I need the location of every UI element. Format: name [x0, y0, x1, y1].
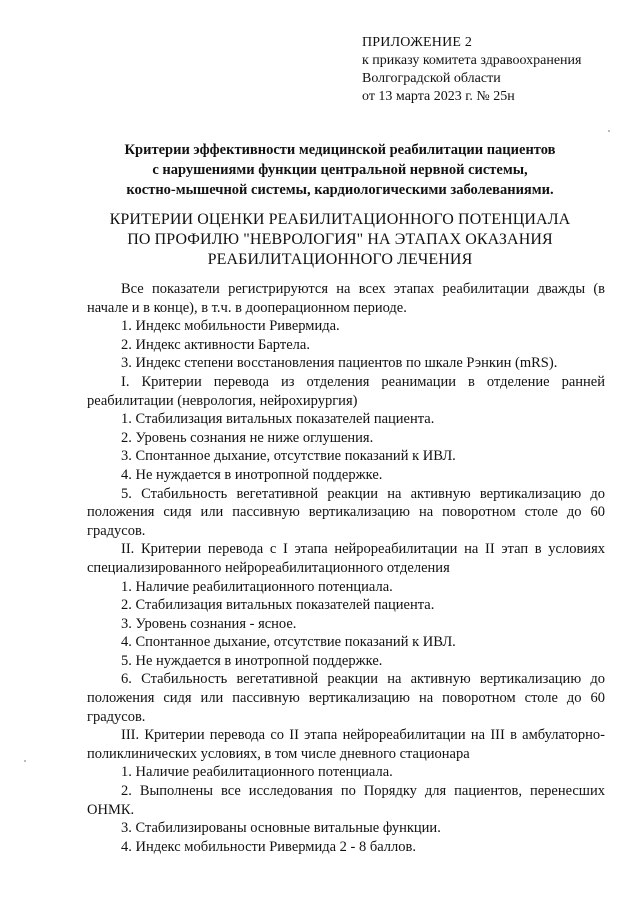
- appendix-header: [362, 34, 581, 106]
- section-2-item: 6. Стабильность вегетативной реакции на активную вертикализацию до положения сидя или пассивную вертикализацию на поворотном столе до 60 градусов.: [87, 671, 605, 725]
- index-item: 3. Индекс степени восстановления пациентов по шкале Рэнкин (mRS).: [121, 355, 558, 372]
- title-line: костно-мышечной системы, кардиологическими заболеваниями.: [126, 182, 554, 198]
- section-2-item: 2. Стабилизация витальных показателей пациента.: [121, 597, 435, 614]
- section-2-heading: II. Критерии перевода с I этапа нейрореабилитации на II этап в условиях специализированного нейрореабилитационного отделения: [87, 541, 605, 576]
- appendix-order-ref: к приказу комитета здравоохранения: [362, 53, 582, 68]
- title-line: Критерии эффективности медицинской реабилитации пациентов: [124, 142, 556, 158]
- title-line: с нарушениями функции центральной нервной системы,: [152, 162, 528, 178]
- section-3-item: 3. Стабилизированы основные витальные функции.: [121, 820, 441, 837]
- intro-paragraph: Все показатели регистрируются на всех этапах реабилитации дважды (в начале и в конце), в т.ч. в дооперационном периоде.: [87, 281, 605, 316]
- document-title: [70, 140, 610, 200]
- scan-artifact: [24, 760, 26, 762]
- section-2-item: 1. Наличие реабилитационного потенциала.: [121, 578, 393, 595]
- appendix-date: от 13 марта 2023 г. № 25н: [362, 89, 515, 104]
- subtitle-line: КРИТЕРИИ ОЦЕНКИ РЕАБИЛИТАЦИОННОГО ПОТЕНЦИАЛА: [109, 211, 571, 228]
- appendix-region: Волгоградской области: [362, 71, 501, 86]
- section-3-item: 4. Индекс мобильности Ривермида 2 - 8 баллов.: [121, 838, 416, 855]
- section-1-heading: I. Критерии перевода из отделения реанимации в отделение ранней реабилитации (неврология, нейрохирургия): [87, 373, 605, 409]
- section-1-item: 4. Не нуждается в инотропной поддержке.: [121, 466, 383, 483]
- section-1-item: 1. Стабилизация витальных показателей пациента.: [121, 411, 435, 428]
- appendix-number: ПРИЛОЖЕНИЕ 2: [362, 35, 473, 50]
- section-3-item: 2. Выполнены все исследования по Порядку для пациентов, перенесших ОНМК.: [87, 783, 605, 818]
- section-1-item: 2. Уровень сознания не ниже оглушения.: [121, 429, 374, 446]
- section-1-item: 5. Стабильность вегетативной реакции на активную вертикализацию до положения сидя или пассивную вертикализацию на поворотном столе до 60 градусов.: [87, 485, 605, 539]
- section-3-heading: III. Критерии перевода со II этапа нейрореабилитации на III в амбулаторно-поликлинических условиях, в том числе дневного стационара: [87, 727, 605, 762]
- scan-artifact: [608, 130, 610, 132]
- section-2-item: 3. Уровень сознания - ясное.: [121, 615, 297, 632]
- index-item: 1. Индекс мобильности Ривермида.: [121, 318, 340, 335]
- subtitle-line: РЕАБИЛИТАЦИОННОГО ЛЕЧЕНИЯ: [207, 251, 473, 268]
- section-1-item: 3. Спонтанное дыхание, отсутствие показаний к ИВЛ.: [121, 448, 456, 465]
- document-body: [87, 280, 605, 856]
- document-subtitle: [70, 210, 610, 270]
- index-item: 2. Индекс активности Бартела.: [121, 336, 310, 353]
- section-3-item: 1. Наличие реабилитационного потенциала.: [121, 764, 393, 781]
- section-2-item: 4. Спонтанное дыхание, отсутствие показаний к ИВЛ.: [121, 634, 456, 651]
- section-2-item: 5. Не нуждается в инотропной поддержке.: [121, 652, 383, 669]
- subtitle-line: ПО ПРОФИЛЮ "НЕВРОЛОГИЯ" НА ЭТАПАХ ОКАЗАНИЯ: [127, 231, 553, 248]
